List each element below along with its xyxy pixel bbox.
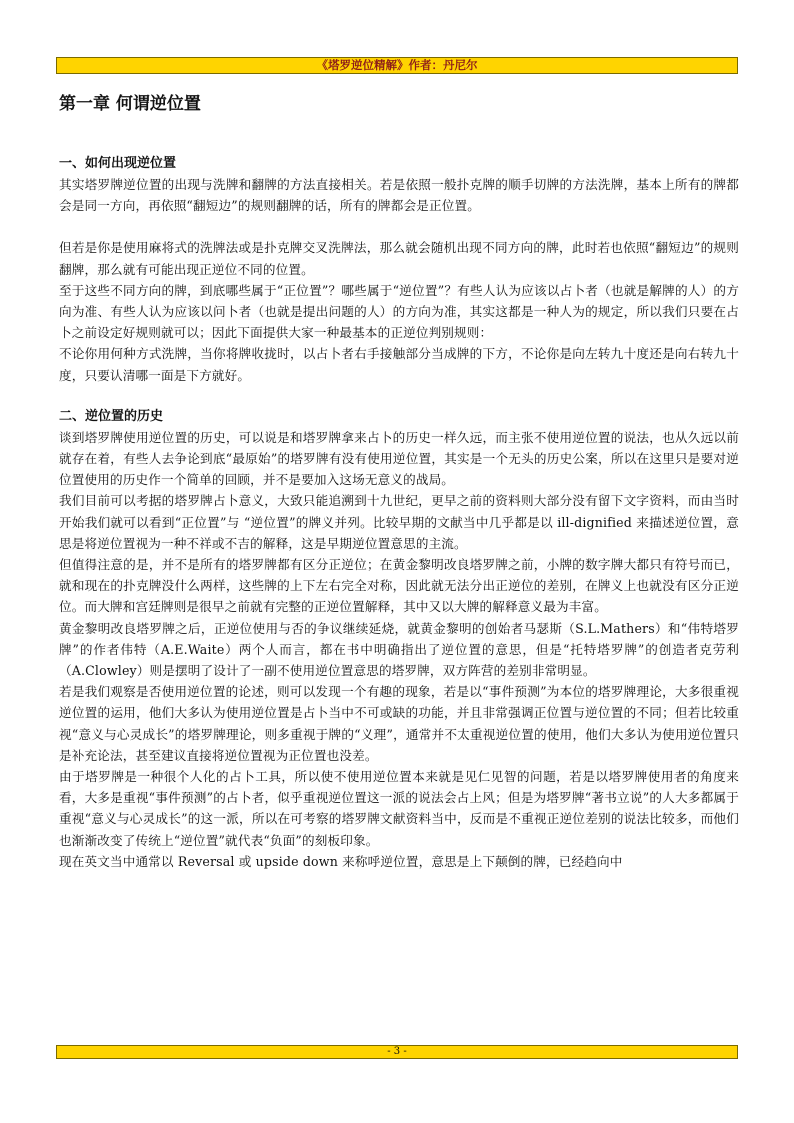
paragraph: 其实塔罗牌逆位置的出现与洗牌和翻牌的方法直接相关。若是依照一般扑克牌的顺手切牌的方法洗牌，基本上所有的牌都会是同一方向，再依照“翻短边”的规则翻牌的话，所有的牌都会是正位置。 — [59, 177, 739, 214]
paragraph: 至于这些不同方向的牌，到底哪些属于“正位置”？哪些属于“逆位置”？有些人认为应该以占卜者（也就是解牌的人）的方向为准、有些人认为应该以问卜者（也就是提出问题的人）的方向为准，其实这都是一种人为的规定，所以我们只要在占卜之前设定好规则就可以；因此下面提供大家一种最基本的正逆位判别规则： — [59, 282, 739, 341]
section-title-1: 一、如何出现逆位置 — [59, 156, 177, 171]
page-number: - 3 - — [387, 1046, 407, 1057]
paragraph: 黄金黎明改良塔罗牌之后，正逆位使用与否的争议继续延烧，就黄金黎明的创始者马瑟斯（S.L.Mathers）和“伟特塔罗牌”的作者伟特（A.E.Waite）两个人而言，都在书中明确指出了逆位置的意思，但是“托特塔罗牌”的创造者克劳利（A.Clowley）则是摆明了设计了一副不使用逆位置意思的塔罗牌，双方阵营的差别非常明显。 — [59, 620, 739, 679]
section-title-2: 二、逆位置的历史 — [59, 408, 164, 424]
paragraph-gap — [59, 386, 739, 407]
header-title: 《塔罗逆位精解》作者：丹尼尔 — [316, 58, 478, 72]
paragraph: 若是我们观察是否使用逆位置的论述，则可以发现一个有趣的现象，若是以“事件预测”为本位的塔罗牌理论，大多很重视逆位置的运用，他们大多认为使用逆位置是占卜当中不可或缺的功能，并且非常强调正位置与逆位置的不同；但若比较重视“意义与心灵成长”的塔罗牌理论，则多重视于牌的“义理”，通常并不太重视逆位置的使用，他们大多认为使用逆位置只是补充论法，甚至建议直接将逆位置视为正位置也没差。 — [59, 684, 739, 763]
page-content — [59, 92, 739, 872]
paragraph: 但若是你是使用麻将式的洗牌法或是扑克牌交叉洗牌法，那么就会随机出现不同方向的牌，此时若也依照“翻短边”的规则翻牌，那么就有可能出现正逆位不同的位置。 — [59, 240, 739, 277]
paragraph: 由于塔罗牌是一种很个人化的占卜工具，所以使不使用逆位置本来就是见仁见智的问题，若是以塔罗牌使用者的角度来看，大多是重视“事件预测”的占卜者，似乎重视逆位置这一派的说法会占上风；但是为塔罗牌“著书立说”的人大多都属于重视“意义与心灵成长”的这一派，所以在可考察的塔罗牌文献资料当中，反而是不重视正逆位差别的说法比较多，而他们也渐渐改变了传统上“逆位置”就代表“负面”的刻板印象。 — [59, 769, 739, 848]
paragraph-gap — [59, 216, 739, 237]
paragraph: 但值得注意的是，并不是所有的塔罗牌都有区分正逆位；在黄金黎明改良塔罗牌之前，小牌的数字牌大都只有符号而已，就和现在的扑克牌没什么两样，这些牌的上下左右完全对称，因此就无法分出正逆位的差别，在牌义上也就没有区分正逆位。而大牌和宫廷牌则是很早之前就有完整的正逆位置解释，其中又以大牌的解释意义最为丰富。 — [59, 557, 739, 615]
paragraph: 谈到塔罗牌使用逆位置的历史，可以说是和塔罗牌拿来占卜的历史一样久远，而主张不使用逆位置的说法，也从久远以前就存在着，有些人去争论到底“最原始”的塔罗牌有没有使用逆位置，其实是一个无头的历史公案，所以在这里只是要对逆位置使用的历史作一个简单的回顾，并不是要加入这场无意义的战局。 — [59, 429, 739, 488]
paragraph: 我们目前可以考据的塔罗牌占卜意义，大致只能追溯到十九世纪，更早之前的资料则大部分没有留下文字资料，而由当时开始我们就可以看到“正位置”与 “逆位置”的牌义并列。比较早期的文献当中几乎都是以 ill-dignified 来描述逆位置，意思是将逆位置视为一种不祥或不吉的解释，这是早期逆位置意思的主流。 — [59, 493, 739, 551]
running-footer — [56, 1045, 738, 1059]
paragraph: 现在英文当中通常以 Reversal 或 upside down 来称呼逆位置，意思是上下颠倒的牌，已经趋向中 — [59, 853, 623, 869]
chapter-title: 第一章 何谓逆位置 — [59, 94, 201, 114]
running-header — [56, 57, 738, 74]
paragraph: 不论你用何种方式洗牌，当你将牌收拢时，以占卜者右手接触部分当成牌的下方，不论你是向左转九十度还是向右转九十度，只要认清哪一面是下方就好。 — [59, 346, 739, 383]
